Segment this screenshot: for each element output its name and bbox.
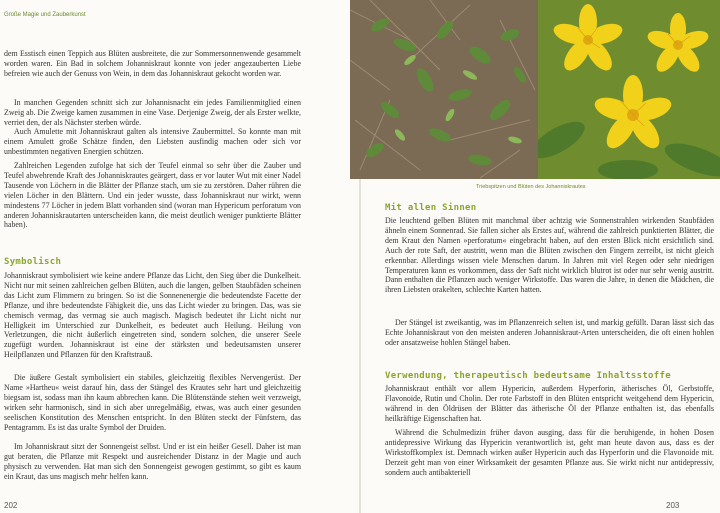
section-heading-verwendung: Verwendung, therapeutisch bedeutsame Inhaltsstoffe <box>385 371 671 381</box>
section-heading-sinne: Mit allen Sinnen <box>385 203 477 213</box>
paragraph-1: dem Esstisch einen Teppich aus Blüten ausbreitete, die zur Sommersonnenwende gesammelt worden waren. Ein Bad in solchem Johanniskraut konnte von jeder angezauberten Liebe befreien wie auch der Genuss von Wein, in dem das Johanniskraut gekocht worden war. <box>4 49 301 78</box>
paragraph-4: Zahlreichen Legenden zufolge hat sich der Teufel einmal so sehr über die Zauber und Teufel abwehrende Kraft des Johanniskrautes geärgert, dass er vor lauter Wut mit einer Nadel Tausende von Löchern in die Blätter der Pflanze stach, um sie zu zerstören. Daher rühren die vielen Löcher in den Blättern. Und ein jeder wusste, dass Johanniskraut nur wirkt, wenn mindestens 77 Löcher in jedem Blatt vorhanden sind (woran man Hypericum perforatum von anderen Johanniskrautarten unterscheiden kann, die meist deutlich weniger punktierte Blätter haben). <box>4 161 301 230</box>
section-heading-symbolisch: Symbolisch <box>4 257 62 267</box>
paragraph-6: Die äußere Gestalt symbolisiert ein stabiles, gleichzeitig flexibles Nervengerüst. Der Name »Hartheu« weist darauf hin, dass der Stängel des Krautes sehr hart und gleichzeitig biegsam ist, sodass man ihn kaum abbrechen kann. Die Blütenstände stehen weit verzweigt, wirken sehr harmonisch, sind in sich aber unregelmäßig, etwas, was auch einer gesunden seelischen Konstitution des Menschen entspricht. In den Blüten steckt der Fünfstern, das Pentagramm. Es ist das uralte Symbol der Druiden. <box>4 373 301 432</box>
paragraph-5: Johanniskraut symbolisiert wie keine andere Pflanze das Licht, den Sieg über die Dunkelheit. Nicht nur mit seinen zahlreichen gelben Blüten, auch die langen, gelben Staubfäden scheinen das Licht zum Flimmern zu bringen. So ist die Sonnenenergie die bedeutendste Facette der Pflanze, und ihre bedeutendste Fähigkeit die, uns das Licht wieder zu bringen. Das, was sie chemisch vermag, das vermag sie auch magisch. Magisch bedeutet ihr Licht nicht nur Helligkeit im Unterschied zur Dunkelheit, es bedeutet auch Heilung. Heilung von Verletzungen, die nicht äußerlich eingetreten sind, sondern solchen, die unserer Seele zugefügt wurden. Johanniskraut ist eine der stärksten und bedeutsamsten unserer Heilpflanzen und Pflanzen für den Kraftstrauß. <box>4 271 301 360</box>
photo-caption: Triebspitzen und Blüten des Johanniskrautes <box>476 184 586 190</box>
paragraph-2: In manchen Gegenden schnitt sich zur Johannisnacht ein jedes Familienmitglied einen Zweig ab. Die Zweige kamen zusammen in eine Vase. Derjenige Zweig, der als Erster welkte, verriet den, der als Nächster sterben würde. <box>4 98 301 127</box>
page-number-right: 203 <box>666 501 680 510</box>
photo-shoot-tips <box>350 0 538 179</box>
left-page <box>0 0 359 513</box>
right-page <box>361 0 720 513</box>
paragraph-verwendung-2: Während die Schulmedizin früher davon ausging, dass für die beruhigende, in hohen Dosen antidepressive Wirkung das Hypericin verantwortlich ist, geht man heute davon aus, dass es der Wirkstoffkomplex ist. Demnach wirken außer Hypericin auch das Hyperforin und die Flavonoide mit. Derzeit geht man von einer Wirksamkeit der gesamten Pflanze aus. Sie wirkt nicht nur antidepressiv, sondern auch antibakteriell <box>385 428 714 477</box>
running-head: Große Magie und Zauberkunst <box>4 12 86 18</box>
paragraph-sinne-1: Die leuchtend gelben Blüten mit manchmal über achtzig wie Sonnenstrahlen wirkenden Staubfäden ähneln einem Sonnenrad. Sie fallen sicher als Erstes auf, während die zahlreich punktierten Blätter, die dem Kraut den Namen »perforatum« eingebracht haben, auf den ersten Blick nicht ersichtlich sind. Auch der rote Saft, der austritt, wenn man die Blüten zwischen den Fingern zerreibt, ist nicht gleich erkennbar. Allerdings wissen viele Menschen darum. In Jahren mit viel Regen oder sehr niedrigen Temperaturen kann es vorkommen, dass der Saft nicht wirklich blutrot ist oder nur sehr wenig austritt. Dann enthalten die Pflanzen auch weniger Wirkstoffe. Das waren die Jahre, in denen die Mädchen, die ihren Liebsten orakelten, schlechte Karten hatten. <box>385 216 714 295</box>
paragraph-sinne-2: Der Stängel ist zweikantig, was im Pflanzenreich selten ist, und markig gefüllt. Daran lässt sich das Echte Johanniskraut von den meisten anderen Johanniskraut-Arten unterscheiden, die oft einen hohlen oder ansatzweise hohlen Stängel haben. <box>385 318 714 347</box>
paragraph-3: Auch Amulette mit Johanniskraut galten als intensive Zaubermittel. So konnte man mit einem Amulett große Schätze finden, den Liebsten ausfindig machen oder sich vor unbestimmten negativen Energien schützen. <box>4 127 301 156</box>
page-number-left: 202 <box>4 501 18 510</box>
paragraph-verwendung-1: Johanniskraut enthält vor allem Hypericin, außerdem Hyperforin, ätherisches Öl, Gerbstoffe, Flavonoide, Rutin und Cholin. Der rote Farbstoff in den Blüten entspricht weitgehend dem Hypericin, während in den Öldrüsen der Blätter das ätherische Öl der Pflanze enthalten ist, das ebenfalls heilkräftige Eigenschaften hat. <box>385 384 714 423</box>
photo-flowers <box>538 0 720 179</box>
paragraph-7: Im Johanniskraut sitzt der Sonnengeist selbst. Und er ist ein heißer Gesell. Daher ist man gut beraten, die Pflanze mit Respekt und ausreichender Distanz in der Magie und auch physisch zu verwenden. Hat man sich den Sonnengeist gewogen gestimmt, so gibt es kaum ein Kraut, das uns magisch mehr helfen kann. <box>4 442 301 481</box>
